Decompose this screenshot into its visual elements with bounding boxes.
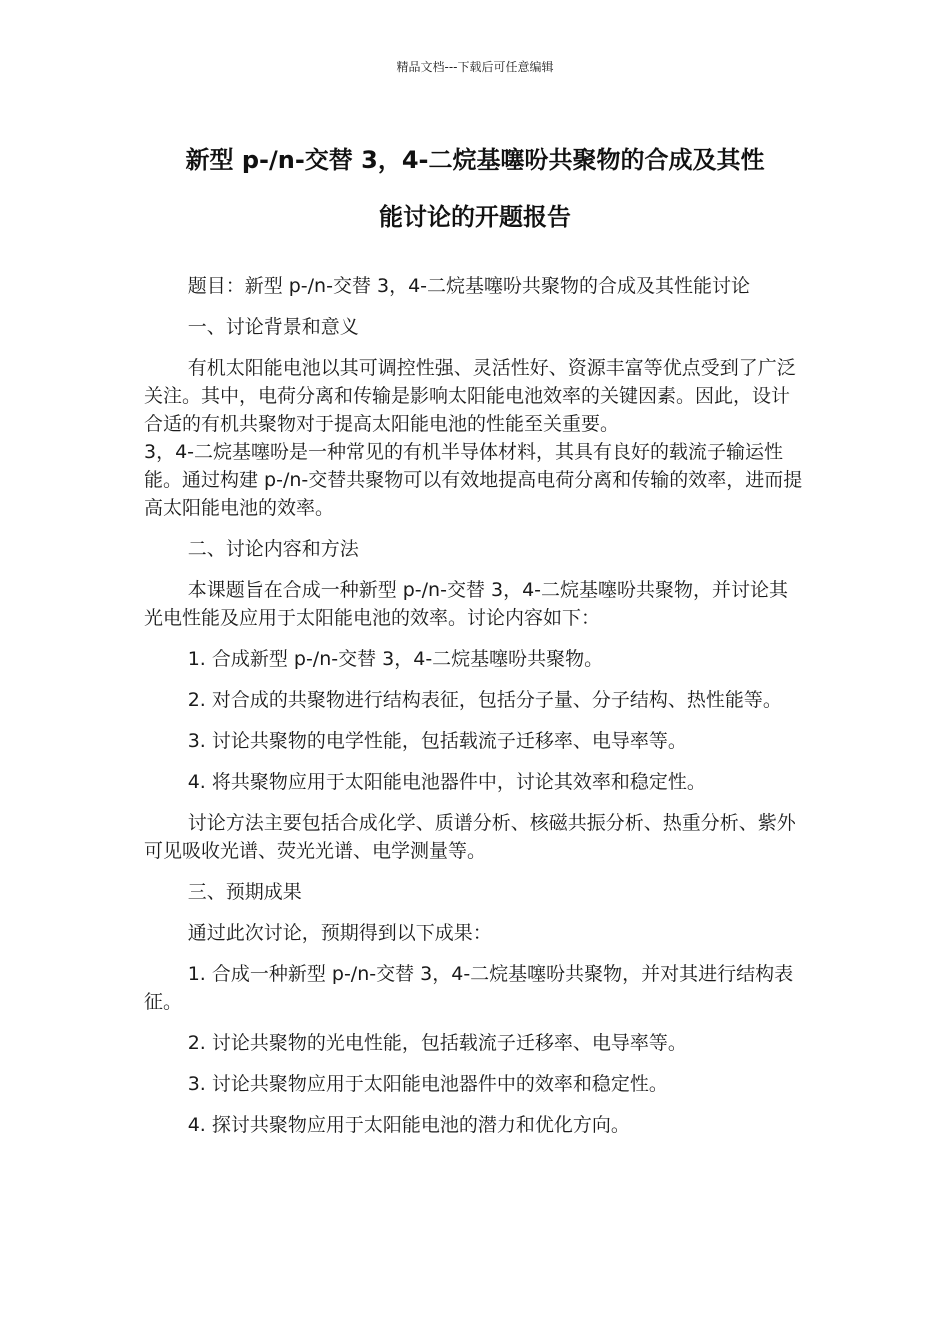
results-list-item: 2. 讨论共聚物的光电性能，包括载流子迁移率、电导率等。 xyxy=(187,1032,687,1054)
methods-paragraph: 讨论方法主要包括合成化学、质谱分析、核磁共振分析、热重分析、紫外可见吸收光谱、荧光光谱、电学测量等。 xyxy=(144,812,796,862)
document-title-line-2: 能讨论的开题报告 xyxy=(379,203,571,231)
results-intro-paragraph: 通过此次讨论，预期得到以下成果： xyxy=(187,922,492,944)
background-paragraph-continued: 3，4-二烷基噻吩是一种常见的有机半导体材料，其具有良好的载流子输运性能。通过构建 p-/n-交替共聚物可以有效地提高电荷分离和传输的效率，进而提高太阳能电池的效率。 xyxy=(144,441,803,519)
topic-line: 题目：新型 p-/n-交替 3，4-二烷基噻吩共聚物的合成及其性能讨论 xyxy=(187,275,751,297)
content-list-item: 1. 合成新型 p-/n-交替 3，4-二烷基噻吩共聚物。 xyxy=(187,648,604,670)
content-list-item: 4. 将共聚物应用于太阳能电池器件中，讨论其效率和稳定性。 xyxy=(187,771,706,793)
results-list-item: 1. 合成一种新型 p-/n-交替 3，4-二烷基噻吩共聚物，并对其进行结构表征。 xyxy=(144,963,794,1013)
section-heading-content-methods: 二、讨论内容和方法 xyxy=(187,538,359,560)
background-paragraph: 有机太阳能电池以其可调控性强、灵活性好、资源丰富等优点受到了广泛关注。其中，电荷分离和传输是影响太阳能电池效率的关键因素。因此，设计合适的有机共聚物对于提高太阳能电池的性能至关重要。 xyxy=(144,357,796,435)
document-body xyxy=(144,272,806,1152)
section-heading-background: 一、讨论背景和意义 xyxy=(187,316,359,338)
section-heading-expected-results: 三、预期成果 xyxy=(187,881,302,903)
page-header-note: 精品文档---下载后可任意编辑 xyxy=(396,60,554,74)
content-list-item: 3. 讨论共聚物的电学性能，包括载流子迁移率、电导率等。 xyxy=(187,730,687,752)
results-list-item: 3. 讨论共聚物应用于太阳能电池器件中的效率和稳定性。 xyxy=(187,1073,668,1095)
results-list-item: 4. 探讨共聚物应用于太阳能电池的潜力和优化方向。 xyxy=(187,1114,630,1136)
document-title-line-1: 新型 p-/n-交替 3，4-二烷基噻吩共聚物的合成及其性 xyxy=(185,146,765,174)
content-intro-paragraph: 本课题旨在合成一种新型 p-/n-交替 3，4-二烷基噻吩共聚物，并讨论其光电性能及应用于太阳能电池的效率。讨论内容如下： xyxy=(144,579,789,629)
content-list-item: 2. 对合成的共聚物进行结构表征，包括分子量、分子结构、热性能等。 xyxy=(187,689,782,711)
